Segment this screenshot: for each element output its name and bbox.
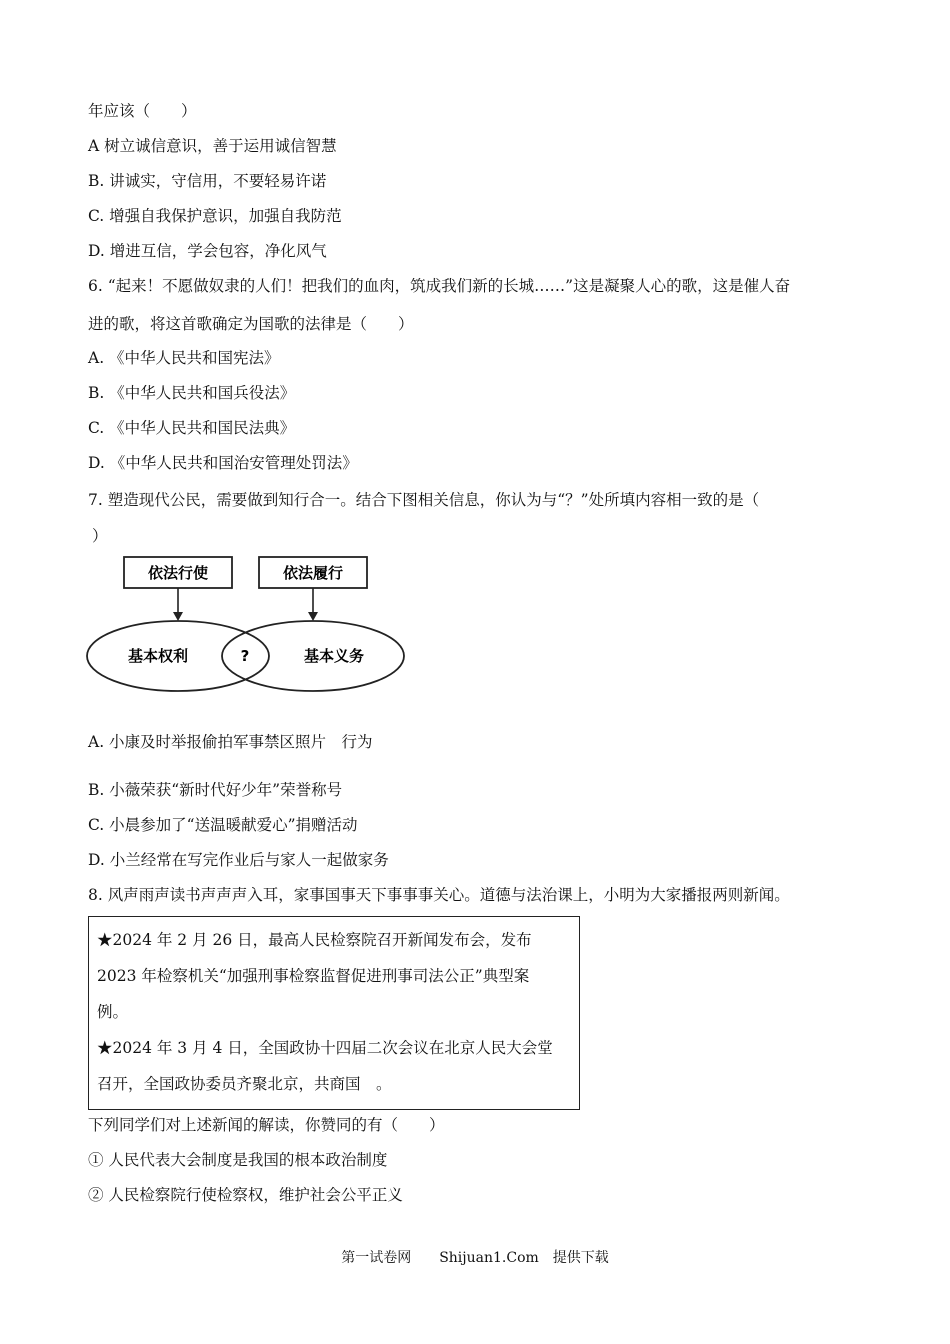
arrowhead-left — [173, 612, 183, 621]
news-box — [88, 916, 580, 1110]
arrowhead-right — [308, 612, 318, 621]
statement-1: ① 人民代表大会制度是我国的根本政治制度 — [88, 1151, 388, 1169]
question-6-cont: 进的歌，将这首歌确定为国歌的法律是（ ） — [88, 315, 414, 333]
option-a: A 树立诚信意识，善于运用诚信智慧 — [88, 137, 337, 155]
overlap-question-mark: ? — [240, 647, 250, 665]
circle-duties-label: 基本义务 — [303, 647, 365, 665]
text-line: 年应该（ ） — [88, 102, 197, 120]
question-6: 6. “起来！不愿做奴隶的人们！把我们的血肉，筑成我们新的长城……”这是凝聚人心的歌，这是催人奋 — [88, 277, 791, 295]
circle-rights-label: 基本权利 — [127, 647, 189, 665]
diagram-box-right-label: 依法履行 — [282, 564, 344, 582]
rights-duties-diagram — [80, 550, 420, 700]
question-7-cont: ） — [92, 527, 108, 545]
news-line: 2023 年检察机关“加强刑事检察监督促进刑事司法公正”典型案 — [97, 967, 530, 985]
option-c: C. 增强自我保护意识，加强自我防范 — [88, 207, 342, 225]
option-d: D. 增进互信，学会包容，净化风气 — [88, 242, 327, 260]
option-d: D. 小兰经常在写完作业后与家人一起做家务 — [88, 851, 389, 869]
option-d: D. 《中华人民共和国治安管理处罚法》 — [88, 454, 358, 472]
option-b: B. 小薇荣获“新时代好少年”荣誉称号 — [88, 781, 343, 799]
diagram-box-left-label: 依法行使 — [147, 564, 209, 582]
question-8-prompt: 下列同学们对上述新闻的解读，你赞同的有（ ） — [88, 1116, 445, 1134]
news-line: ★2024 年 2 月 26 日，最高人民检察院召开新闻发布会，发布 — [97, 931, 532, 949]
option-a: A. 小康及时举报偷拍军事禁区照片 行为 — [88, 733, 373, 751]
news-line: ★2024 年 3 月 4 日，全国政协十四届二次会议在北京人民大会堂 — [97, 1039, 553, 1057]
page-footer: 第一试卷网 Shijuan1.Com 提供下载 — [341, 1250, 609, 1266]
question-8: 8. 风声雨声读书声声声入耳，家事国事天下事事事关心。道德与法治课上，小明为大家播报两则新闻。 — [88, 886, 790, 904]
news-line: 例。 — [97, 1003, 129, 1021]
option-c: C. 小晨参加了“送温暖献爱心”捐赠活动 — [88, 816, 358, 834]
option-c: C. 《中华人民共和国民法典》 — [88, 419, 296, 437]
statement-2: ② 人民检察院行使检察权，维护社会公平正义 — [88, 1186, 403, 1204]
option-a: A. 《中华人民共和国宪法》 — [88, 349, 280, 367]
option-b: B. 讲诚实，守信用，不要轻易许诺 — [88, 172, 327, 190]
option-b: B. 《中华人民共和国兵役法》 — [88, 384, 296, 402]
question-7: 7. 塑造现代公民，需要做到知行合一。结合下图相关信息，你认为与“？”处所填内容相一致的是（ — [88, 491, 760, 509]
news-line: 召开，全国政协委员齐聚北京，共商国 。 — [97, 1075, 392, 1093]
